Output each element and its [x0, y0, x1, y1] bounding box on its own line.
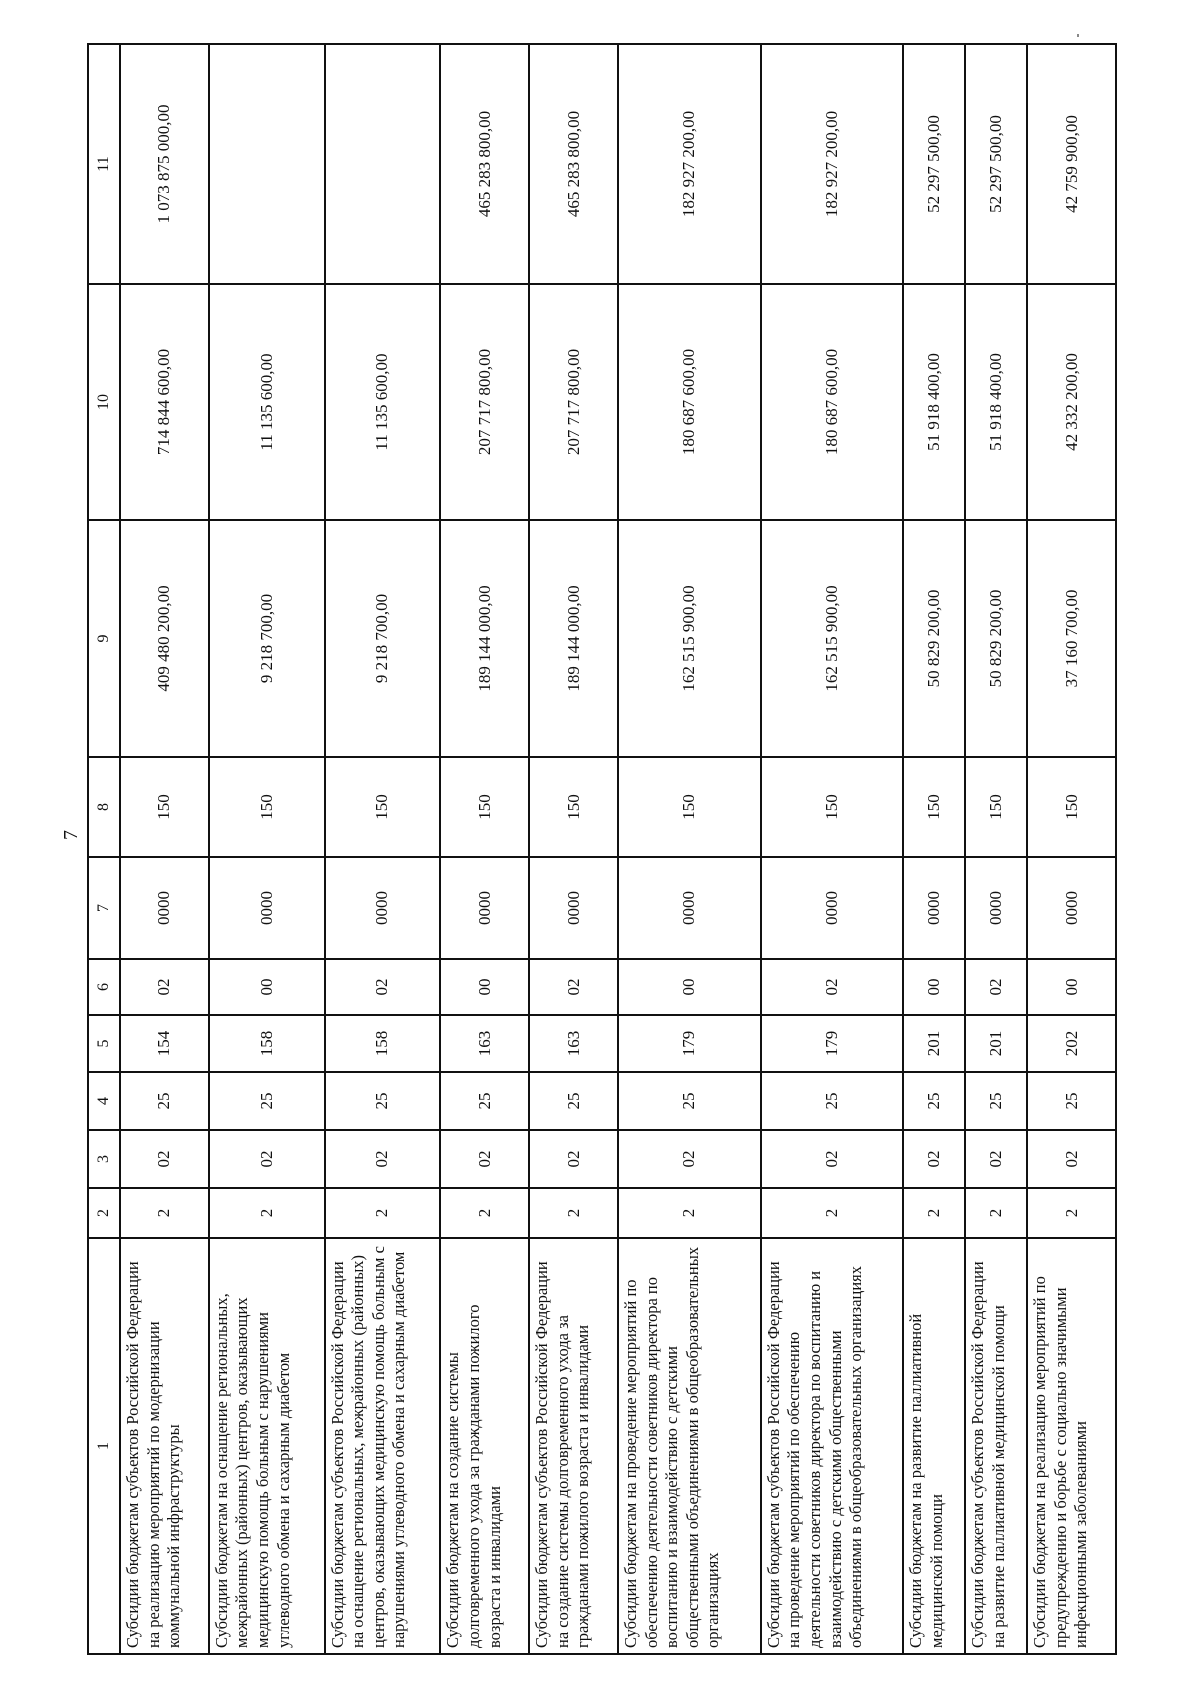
row-code-5: 158 [209, 1015, 325, 1072]
row-amount-9: 162 515 900,00 [618, 520, 761, 757]
row-code-5: 201 [903, 1015, 965, 1072]
row-description: Субсидии бюджетам на создание системы долговременного ухода за гражданами пожилого возраста и инвалидами [440, 1238, 529, 1654]
rotated-table-container [87, 45, 1117, 1655]
row-code-6: 00 [440, 959, 529, 1015]
row-code-4: 25 [120, 1072, 209, 1130]
row-code-4: 25 [440, 1072, 529, 1130]
row-description: Субсидии бюджетам на развитие паллиативной медицинской помощи [903, 1238, 965, 1654]
row-amount-11: 182 927 200,00 [618, 44, 761, 284]
row-amount-11: 1 073 875 000,00 [120, 44, 209, 284]
row-code-2: 2 [529, 1188, 618, 1238]
row-code-6: 02 [529, 959, 618, 1015]
row-code-2: 2 [965, 1188, 1027, 1238]
column-header: 7 [88, 857, 120, 959]
row-code-2: 2 [440, 1188, 529, 1238]
row-amount-9: 50 829 200,00 [965, 520, 1027, 757]
row-code-2: 2 [209, 1188, 325, 1238]
row-amount-9: 189 144 000,00 [529, 520, 618, 757]
row-code-7: 0000 [325, 857, 441, 959]
row-amount-10: 11 135 600,00 [325, 284, 441, 520]
row-code-4: 25 [903, 1072, 965, 1130]
row-amount-9: 9 218 700,00 [325, 520, 441, 757]
row-code-4: 25 [209, 1072, 325, 1130]
row-code-4: 25 [529, 1072, 618, 1130]
row-code-6: 00 [209, 959, 325, 1015]
row-code-7: 0000 [209, 857, 325, 959]
row-code-8: 150 [440, 757, 529, 857]
row-code-7: 0000 [529, 857, 618, 959]
row-code-4: 25 [325, 1072, 441, 1130]
row-code-2: 2 [761, 1188, 904, 1238]
column-header: 3 [88, 1130, 120, 1188]
row-description: Субсидии бюджетам субъектов Российской Федерации на создание системы долговременного ухода за гражданами пожилого возраста и инвалидами [529, 1238, 618, 1654]
row-amount-11: 465 283 800,00 [440, 44, 529, 284]
row-code-4: 25 [618, 1072, 761, 1130]
column-header: 6 [88, 959, 120, 1015]
column-header: 4 [88, 1072, 120, 1130]
row-description: Субсидии бюджетам субъектов Российской Федерации на развитие паллиативной медицинской помощи [965, 1238, 1027, 1654]
table-row [325, 44, 441, 1654]
row-code-8: 150 [761, 757, 904, 857]
row-amount-10: 180 687 600,00 [618, 284, 761, 520]
row-code-7: 0000 [120, 857, 209, 959]
row-code-3: 02 [1027, 1130, 1116, 1188]
row-amount-9: 9 218 700,00 [209, 520, 325, 757]
row-code-6: 02 [120, 959, 209, 1015]
row-code-3: 02 [618, 1130, 761, 1188]
row-amount-10: 207 717 800,00 [529, 284, 618, 520]
row-amount-10: 11 135 600,00 [209, 284, 325, 520]
table-row [440, 44, 529, 1654]
row-amount-10: 714 844 600,00 [120, 284, 209, 520]
table-row [120, 44, 209, 1654]
table-body [120, 44, 1116, 1654]
row-code-7: 0000 [965, 857, 1027, 959]
row-code-2: 2 [1027, 1188, 1116, 1238]
scan-speck [1077, 34, 1079, 37]
table-row [529, 44, 618, 1654]
row-amount-10: 207 717 800,00 [440, 284, 529, 520]
row-amount-11: 52 297 500,00 [965, 44, 1027, 284]
row-code-5: 179 [618, 1015, 761, 1072]
row-amount-9: 162 515 900,00 [761, 520, 904, 757]
row-code-3: 02 [120, 1130, 209, 1188]
row-description: Субсидии бюджетам на оснащение региональных, межрайонных (районных) центров, оказывающих медицинскую помощь больным с нарушениями углеводного обмена и сахарным диабетом [209, 1238, 325, 1654]
row-amount-11 [325, 44, 441, 284]
row-amount-9: 37 160 700,00 [1027, 520, 1116, 757]
row-code-6: 00 [903, 959, 965, 1015]
row-amount-10: 51 918 400,00 [965, 284, 1027, 520]
row-code-8: 150 [325, 757, 441, 857]
row-code-7: 0000 [903, 857, 965, 959]
row-amount-11: 465 283 800,00 [529, 44, 618, 284]
column-number-row [88, 44, 120, 1654]
row-description: Субсидии бюджетам субъектов Российской Федерации на оснащение региональных, межрайонных (районных) центров, оказывающих медицинскую помощь больным с нарушениями углеводного обмена и сахарным диабетом [325, 1238, 441, 1654]
table-row [761, 44, 904, 1654]
row-amount-11: 52 297 500,00 [903, 44, 965, 284]
row-code-6: 00 [618, 959, 761, 1015]
row-code-7: 0000 [618, 857, 761, 959]
column-header: 9 [88, 520, 120, 757]
row-amount-10: 180 687 600,00 [761, 284, 904, 520]
row-code-7: 0000 [761, 857, 904, 959]
row-code-5: 163 [529, 1015, 618, 1072]
table-row [965, 44, 1027, 1654]
row-code-3: 02 [325, 1130, 441, 1188]
row-amount-11 [209, 44, 325, 284]
row-code-7: 0000 [1027, 857, 1116, 959]
row-code-6: 02 [965, 959, 1027, 1015]
row-amount-9: 189 144 000,00 [440, 520, 529, 757]
row-amount-11: 42 759 900,00 [1027, 44, 1116, 284]
row-code-8: 150 [618, 757, 761, 857]
row-code-3: 02 [529, 1130, 618, 1188]
row-code-5: 202 [1027, 1015, 1116, 1072]
column-header: 5 [88, 1015, 120, 1072]
row-code-2: 2 [325, 1188, 441, 1238]
row-code-3: 02 [965, 1130, 1027, 1188]
row-code-4: 25 [965, 1072, 1027, 1130]
column-header: 11 [88, 44, 120, 284]
page-number: 7 [60, 830, 82, 840]
column-header: 10 [88, 284, 120, 520]
row-description: Субсидии бюджетам субъектов Российской Федерации на проведение мероприятий по обеспечению деятельности советников директора по воспитанию и взаимодействию с детскими общественными объединениями в общеобразовательных организациях [761, 1238, 904, 1654]
row-description: Субсидии бюджетам субъектов Российской Федерации на реализацию мероприятий по модернизации коммунальной инфраструктуры [120, 1238, 209, 1654]
row-code-6: 02 [325, 959, 441, 1015]
budget-table [87, 43, 1117, 1655]
row-code-2: 2 [618, 1188, 761, 1238]
row-amount-9: 409 480 200,00 [120, 520, 209, 757]
row-code-2: 2 [120, 1188, 209, 1238]
row-code-8: 150 [529, 757, 618, 857]
row-amount-9: 50 829 200,00 [903, 520, 965, 757]
row-code-2: 2 [903, 1188, 965, 1238]
table-row [903, 44, 965, 1654]
row-code-3: 02 [903, 1130, 965, 1188]
row-code-7: 0000 [440, 857, 529, 959]
row-code-5: 163 [440, 1015, 529, 1072]
row-code-8: 150 [209, 757, 325, 857]
row-code-3: 02 [209, 1130, 325, 1188]
table-row [618, 44, 761, 1654]
row-code-8: 150 [120, 757, 209, 857]
row-code-4: 25 [1027, 1072, 1116, 1130]
table-row [209, 44, 325, 1654]
row-description: Субсидии бюджетам на реализацию мероприятий по предупреждению и борьбе с социально значимыми инфекционными заболеваниями [1027, 1238, 1116, 1654]
row-code-5: 201 [965, 1015, 1027, 1072]
row-code-3: 02 [761, 1130, 904, 1188]
row-amount-10: 51 918 400,00 [903, 284, 965, 520]
row-code-6: 02 [761, 959, 904, 1015]
row-code-5: 179 [761, 1015, 904, 1072]
table-row [1027, 44, 1116, 1654]
column-header: 8 [88, 757, 120, 857]
row-amount-11: 182 927 200,00 [761, 44, 904, 284]
row-code-8: 150 [1027, 757, 1116, 857]
row-code-8: 150 [903, 757, 965, 857]
row-code-8: 150 [965, 757, 1027, 857]
row-amount-10: 42 332 200,00 [1027, 284, 1116, 520]
row-code-5: 158 [325, 1015, 441, 1072]
row-code-5: 154 [120, 1015, 209, 1072]
row-description: Субсидии бюджетам на проведение мероприятий по обеспечению деятельности советников директора по воспитанию и взаимодействию с детскими общественными объединениями в общеобразовательных организациях [618, 1238, 761, 1654]
row-code-3: 02 [440, 1130, 529, 1188]
column-header: 1 [88, 1238, 120, 1654]
row-code-6: 00 [1027, 959, 1116, 1015]
row-code-4: 25 [761, 1072, 904, 1130]
column-header: 2 [88, 1188, 120, 1238]
